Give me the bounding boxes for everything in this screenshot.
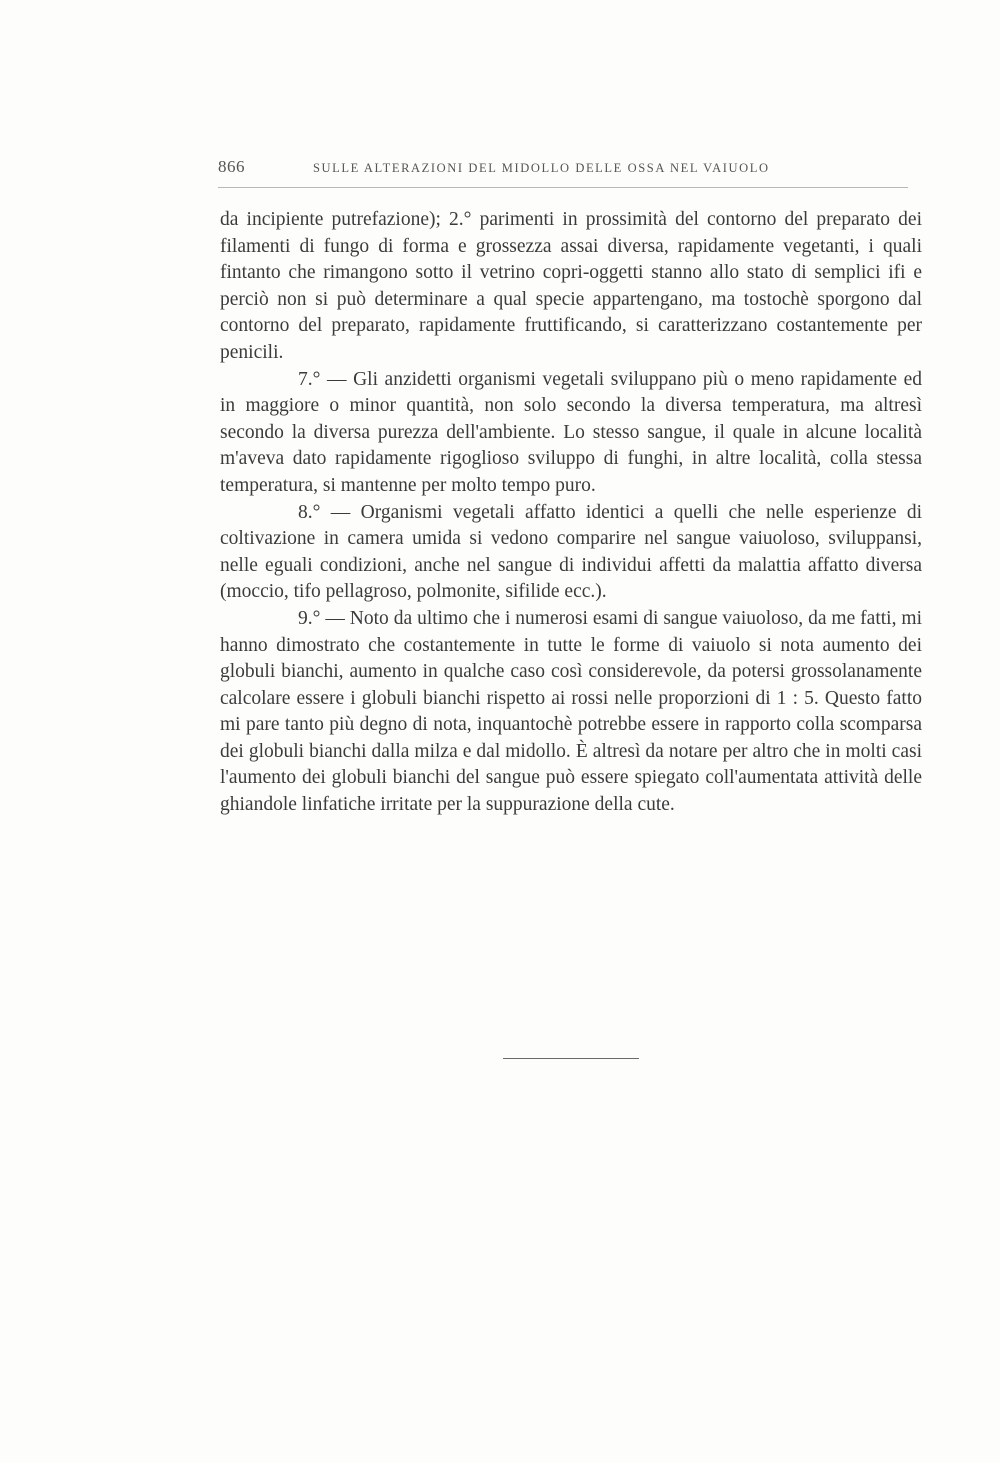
body-text [220,207,922,819]
running-head [218,157,908,188]
paragraph-continuation: da incipiente putrefazione); 2.° parimenti in prossimità del contorno del preparato dei filamenti di fungo di forma e grossezza assai diversa, rapidamente vegetanti, i quali fintanto che rimangono sotto il vetrino copri-oggetti stanno allo stato di semplici ifi e perciò non si può determinare a qual specie appartengano, ma tostochè sporgono dal contorno del preparato, rapidamente fruttificando, si caratterizzano costantemente per penicili. [220,209,922,363]
page-number: 866 [218,157,245,176]
paragraph-8: 8.° — Organismi vegetali affatto identici a quelli che nelle esperienze di coltivazione in camera umida si vedono comparire nel sangue vaiuoloso, sviluppansi, nelle eguali condizioni, anche nel sangue di individui affetti da malattia affatto diversa (moccio, tifo pellagroso, polmonite, sifilide ecc.). [220,501,922,603]
paragraph-7: 7.° — Gli anzidetti organismi vegetali sviluppano più o meno rapidamente ed in maggiore o minor quantità, non solo secondo la diversa temperatura, ma altresì secondo la diversa purezza dell'ambiente. Lo stesso sangue, il quale in alcune località m'aveva dato rapidamente rigoglioso sviluppo di funghi, in altre località, colla stessa temperatura, si mantenne per molto tempo puro. [220,368,922,496]
paragraph-9: 9.° — Noto da ultimo che i numerosi esami di sangue vaiuoloso, da me fatti, mi hanno dimostrato che costantemente in tutte le forme di vaiuolo si nota aumento dei globuli bianchi, aumento in qualche caso così considerevole, da potersi grossolanamente calcolare essere i globuli bianchi rispetto ai rossi nelle proporzioni di 1 : 5. Questo fatto mi pare tanto più degno di nota, inquantochè potrebbe essere in rapporto colla scomparsa dei globuli bianchi dalla milza e dal midollo. È altresì da notare per altro che in molti casi l'aumento dei globuli bianchi del sangue può essere spiegato coll'aumentata attività delle ghiandole linfatiche irritate per la suppurazione della cute. [220,607,922,816]
section-end-rule [503,1058,639,1059]
running-title: SULLE ALTERAZIONI DEL MIDOLLO DELLE OSSA NEL VAIUOLO [313,161,770,175]
